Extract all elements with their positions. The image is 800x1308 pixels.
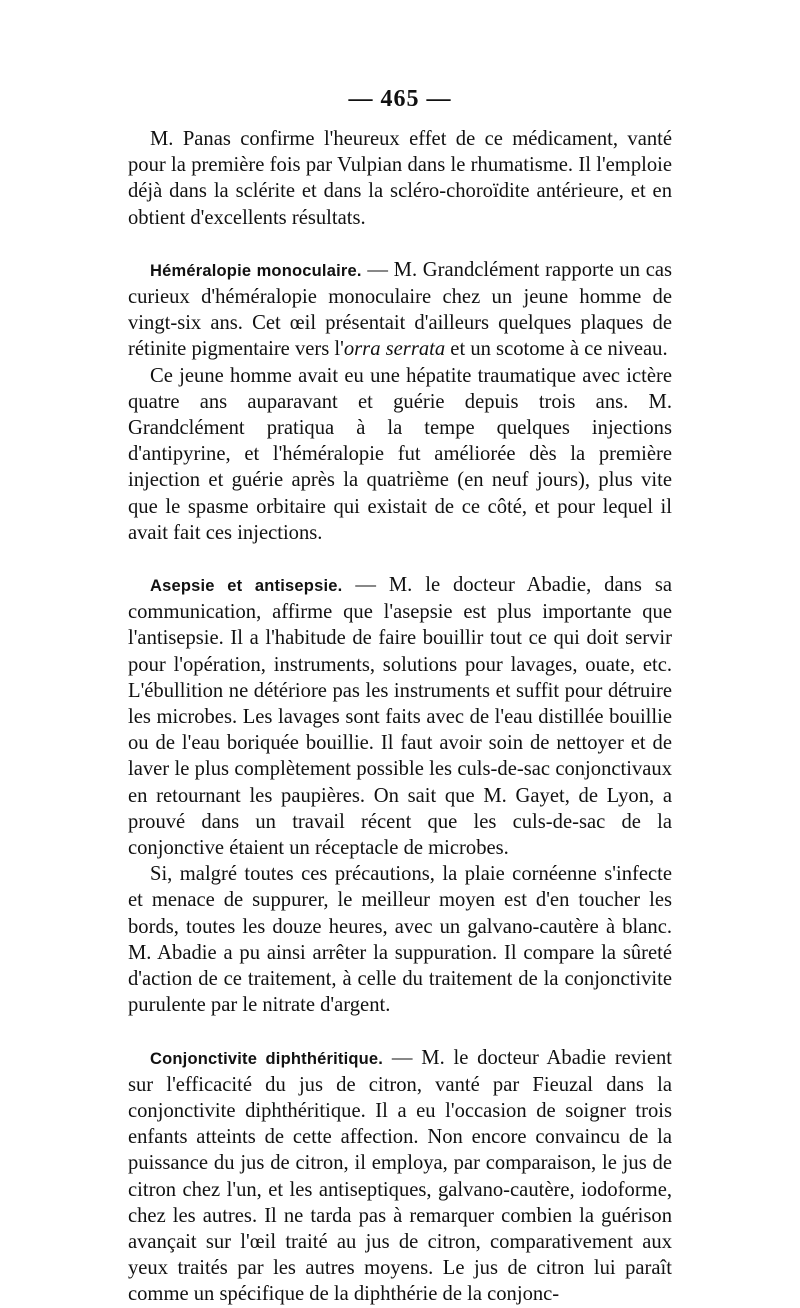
section-paragraph: Si, malgré toutes ces précautions, la plaie cornéenne s'infecte et menace de suppurer, le meilleur moyen est d'en toucher les bords, toutes les douze heures, avec un galvano-cautère à blanc. M. Abadie a pu ainsi arrêter la suppuration. Il compare la sûreté d'action de ce traitement, à celle du traitement de la conjonctivite purulente par le nitrate d'argent. — [128, 863, 672, 1017]
paragraph-text: — M. le docteur Abadie revient sur l'efficacité du jus de citron, vanté par Fieuzal dans la conjonctivite diphthéritique. Il a eu l'occasion de soigner trois enfants atteints de cette affection. Non encore convaincu de la puissance du jus de citron, il employa, par comparaison, le jus de citron chez l'un, et les antiseptiques, galvano-cautère, iodoforme, chez les autres. Il ne tarda pas à remarquer combien la guérison avançait sur l'œil traité au jus de citron, comparativement aux yeux traités par les autres moyens. Le jus de citron lui paraît comme un spécifique de la diphthérie de la conjonc- — [128, 1046, 672, 1306]
paragraph-text: et un scotome à ce niveau. — [445, 338, 668, 361]
section-heading: Héméralopie monoculaire. — [150, 261, 362, 280]
section-heading: Asepsie et antisepsie. — [150, 577, 343, 596]
section-hemeralopie — [128, 257, 672, 546]
section-paragraph — [128, 257, 672, 363]
italic-term: orra serrata — [343, 338, 446, 361]
page — [128, 84, 672, 1308]
page-number: — 465 — — [348, 86, 452, 112]
section-conjonctivite — [128, 1045, 672, 1308]
section-paragraph: Ce jeune homme avait eu une hépatite traumatique avec ictère quatre ans auparavant et guérie depuis trois ans. M. Grandclément pratiqua à la tempe quelques injections d'antipyrine, et l'héméralopie fut améliorée dès la première injection et guérie après la quatrième (en neuf jours), plus vite que le spasme orbitaire qui existait de ce côté, et pour lequel il avait fait ces injections. — [128, 364, 672, 544]
paragraph-text: — M. Grandclément rapporte un cas curieux d'héméralopie monoculaire chez un jeune homme de vingt-six ans. Cet œil présentait d'ailleurs quelques plaques de rétinite pigmentaire vers l' — [128, 258, 672, 361]
intro-paragraph: M. Panas confirme l'heureux effet de ce médicament, vanté pour la première fois par Vulpian dans le rhumatisme. Il l'emploie déjà dans la sclérite et dans la scléro-choroïdite antérieure, et en obtient d'excellents résultats. — [128, 128, 672, 229]
section-asepsie — [128, 572, 672, 1018]
section-heading: Conjonctivite diphthéritique. — [150, 1049, 384, 1068]
section-paragraph — [128, 1045, 672, 1308]
section-paragraph — [128, 572, 672, 861]
paragraph-text: — M. le docteur Abadie, dans sa communication, affirme que l'asepsie est plus importante que l'antisepsie. Il a l'habitude de faire bouillir tout ce qui doit servir pour l'opération, instruments, solutions pour lavages, ouate, etc. L'ébullition ne détériore pas les instruments et suffit pour détruire les microbes. Les lavages sont faits avec de l'eau distillée bouillie ou de l'eau boriquée bouillie. Il faut avoir soin de nettoyer et de laver le plus complètement possible les culs-de-sac conjonctivaux en retournant les paupières. On sait que M. Gayet, de Lyon, a prouvé dans un travail récent que les culs-de-sac de la conjonctive étaient un réceptacle de microbes. — [128, 574, 672, 860]
